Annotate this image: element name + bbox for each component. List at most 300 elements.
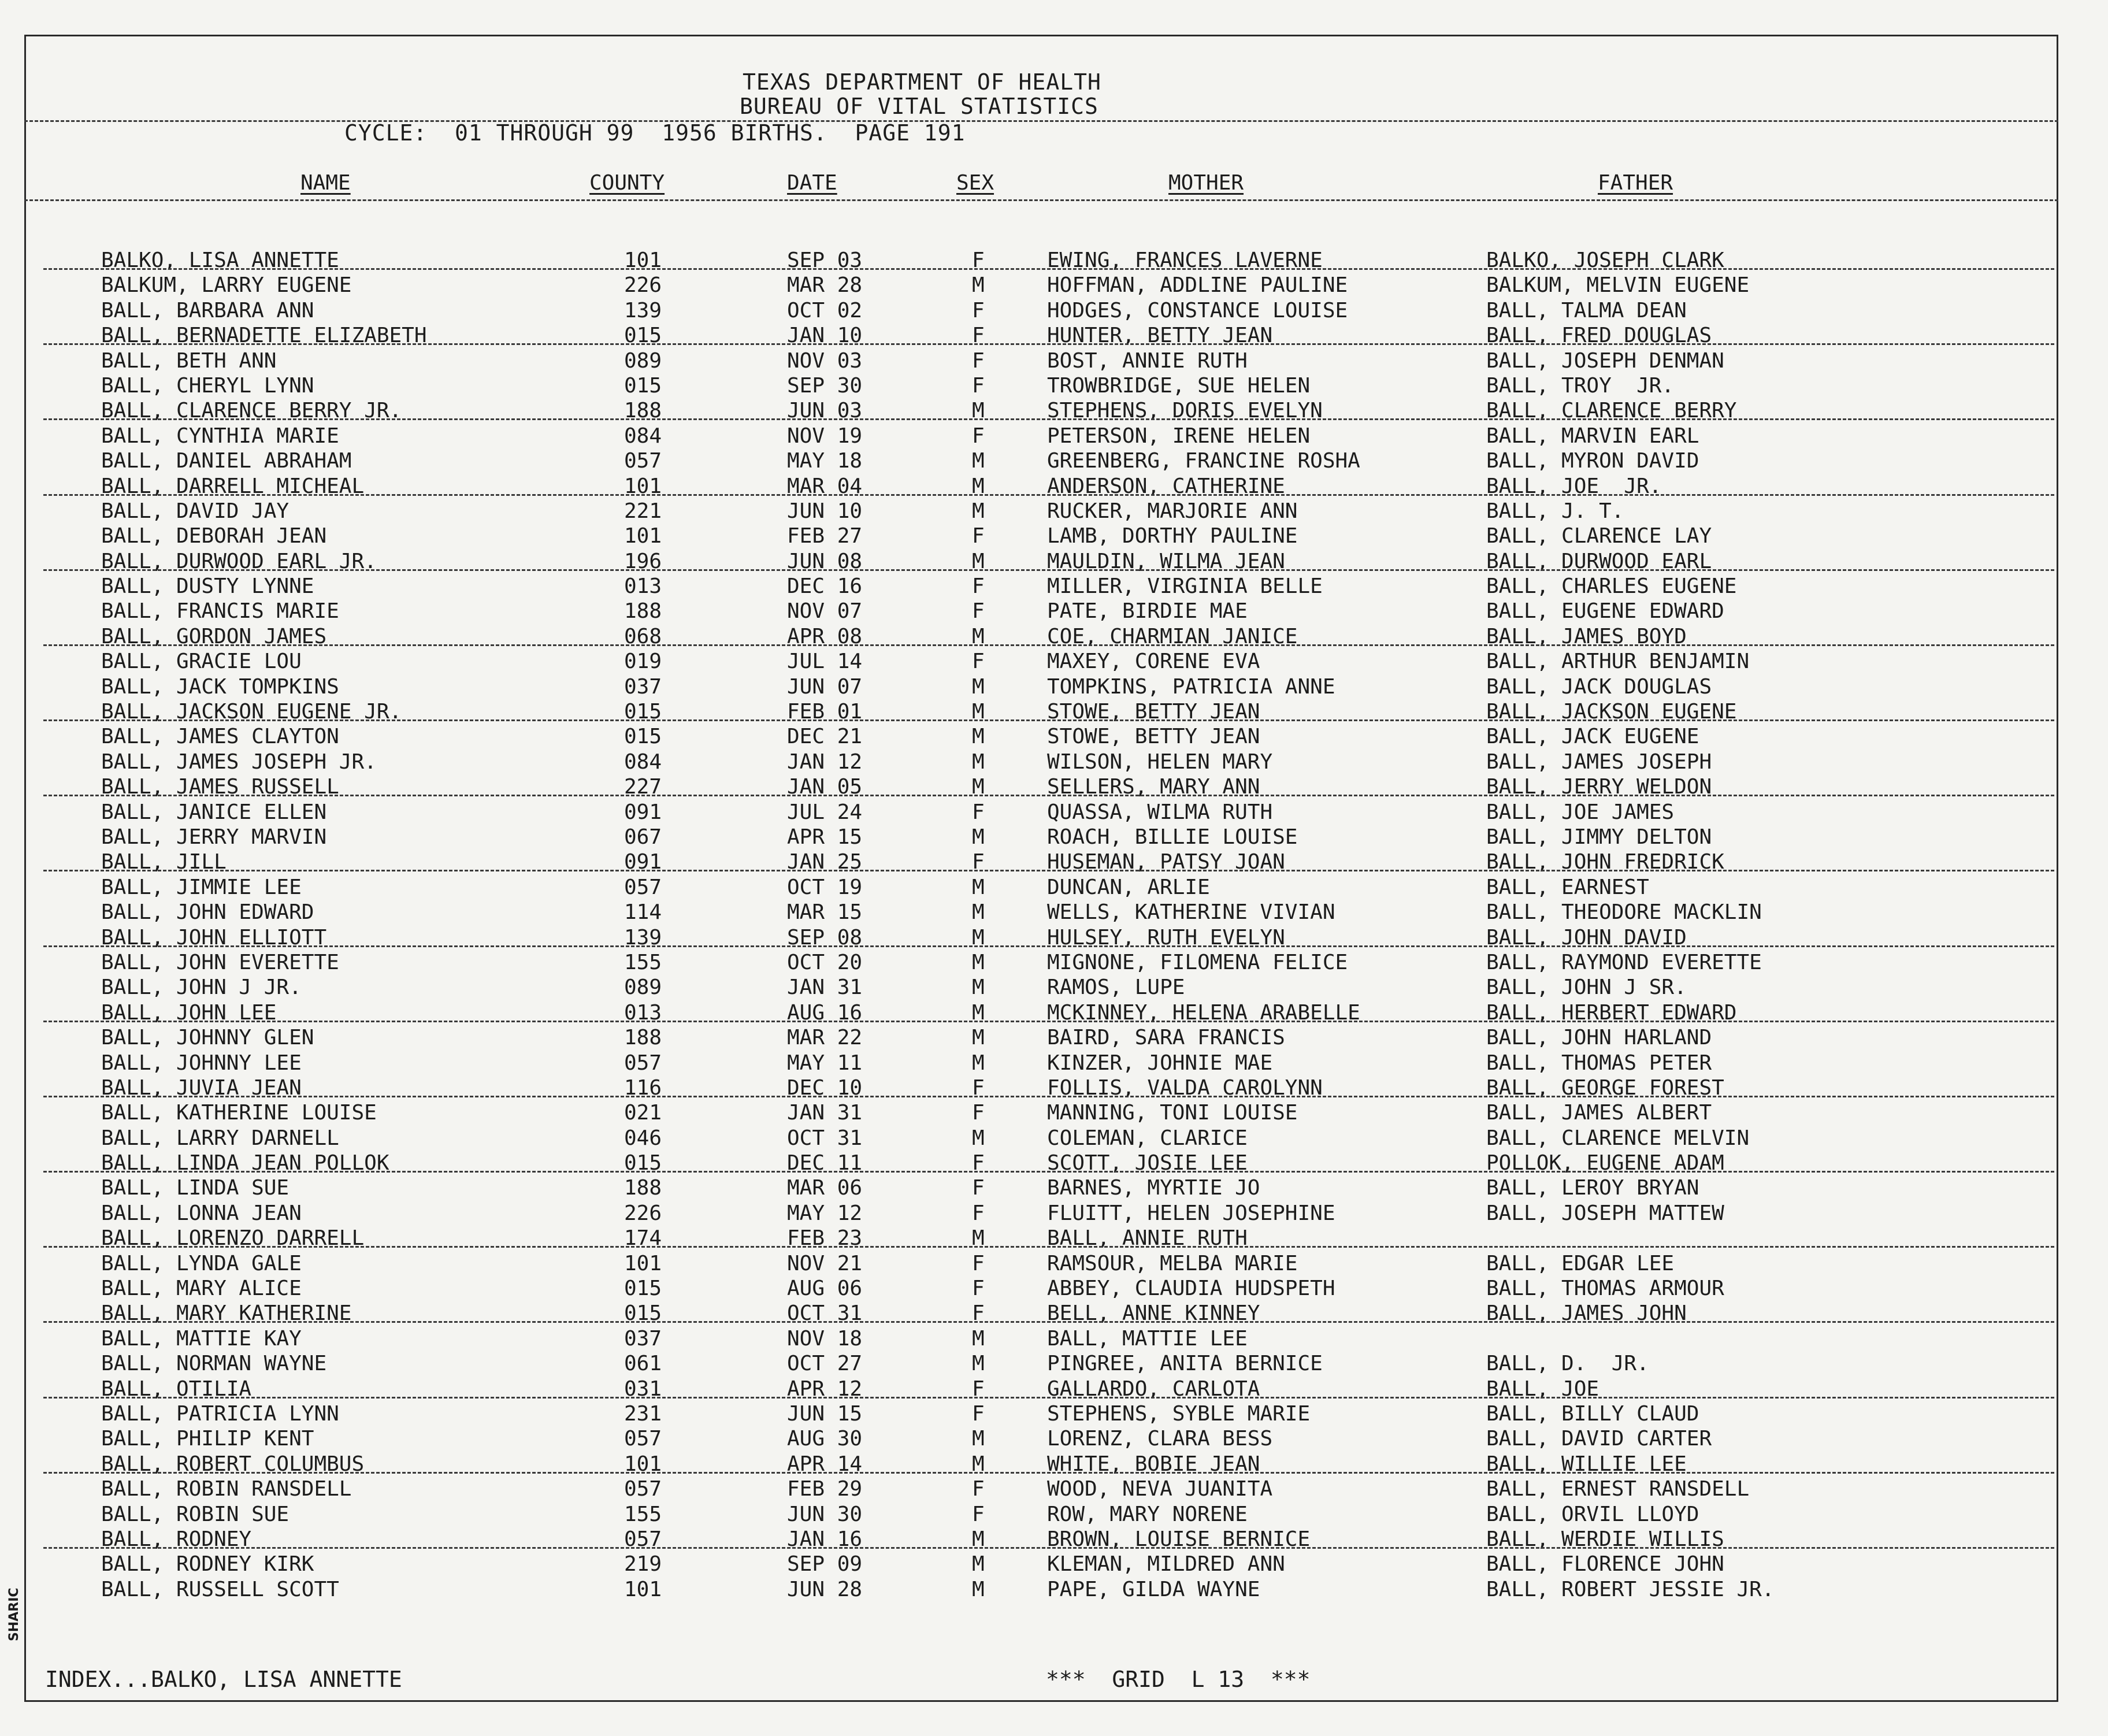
record-county: 089 bbox=[624, 975, 662, 1000]
record-row bbox=[0, 374, 2108, 399]
record-father: BALL, FLORENCE JOHN bbox=[1486, 1552, 1724, 1577]
header-cycle: CYCLE: 01 THROUGH 99 1956 BIRTHS. PAGE 191 bbox=[344, 120, 966, 146]
record-county: 231 bbox=[624, 1401, 662, 1426]
record-father: BALL, WILLIE LEE bbox=[1486, 1452, 1687, 1476]
record-row bbox=[0, 499, 2108, 524]
record-date: SEP 30 bbox=[787, 373, 863, 398]
record-row bbox=[0, 1352, 2108, 1377]
record-sex: F bbox=[972, 373, 985, 398]
record-county: 057 bbox=[624, 1477, 662, 1501]
record-row bbox=[0, 750, 2108, 775]
record-county: 101 bbox=[624, 1577, 662, 1601]
record-name: BALL, LORENZO DARRELL bbox=[101, 1226, 365, 1251]
record-date: OCT 31 bbox=[787, 1301, 863, 1326]
record-row bbox=[0, 1126, 2108, 1151]
record-sex: F bbox=[972, 1502, 985, 1526]
record-mother: MILLER, VIRGINIA BELLE bbox=[1047, 574, 1323, 599]
record-row bbox=[0, 574, 2108, 599]
record-sex: M bbox=[972, 499, 985, 523]
column-header-father: FATHER bbox=[1598, 171, 1673, 195]
record-name: BALL, DUSTY LYNNE bbox=[101, 574, 314, 599]
record-county: 188 bbox=[624, 599, 662, 624]
record-county: 139 bbox=[624, 298, 662, 322]
record-sex: F bbox=[972, 1251, 985, 1275]
column-header-sex: SEX bbox=[956, 171, 994, 195]
records-list bbox=[0, 248, 2108, 1603]
record-mother: SELLERS, MARY ANN bbox=[1047, 775, 1260, 799]
record-sex: F bbox=[972, 1377, 985, 1401]
record-father: BALL, MYRON DAVID bbox=[1486, 449, 1699, 473]
record-mother: FLUITT, HELEN JOSEPHINE bbox=[1047, 1201, 1335, 1225]
record-county: 188 bbox=[624, 399, 662, 423]
record-name: BALL, JAMES CLAYTON bbox=[101, 725, 339, 749]
record-father: BALL, D. JR. bbox=[1486, 1352, 1649, 1376]
record-father: BALL, JOE bbox=[1486, 1377, 1599, 1401]
record-county: 139 bbox=[624, 925, 662, 949]
record-mother: RUCKER, MARJORIE ANN bbox=[1047, 499, 1298, 523]
record-name: BALL, JANICE ELLEN bbox=[101, 800, 327, 824]
record-date: JAN 31 bbox=[787, 975, 863, 1000]
record-mother: BOST, ANNIE RUTH bbox=[1047, 348, 1248, 373]
record-name: BALL, BARBARA ANN bbox=[101, 298, 314, 322]
record-sex: F bbox=[972, 1201, 985, 1225]
record-father: BALL, EARNEST bbox=[1486, 875, 1649, 899]
record-sex: M bbox=[972, 750, 985, 774]
record-name: BALL, LARRY DARNELL bbox=[101, 1126, 339, 1150]
record-county: 091 bbox=[624, 800, 662, 824]
record-mother: ROW, MARY NORENE bbox=[1047, 1502, 1248, 1526]
record-name: BALL, DEBORAH JEAN bbox=[101, 524, 327, 548]
record-father: BALL, DURWOOD EARL bbox=[1486, 549, 1712, 573]
record-row bbox=[0, 1527, 2108, 1552]
record-row bbox=[0, 951, 2108, 975]
record-mother: SCOTT, JOSIE LEE bbox=[1047, 1151, 1248, 1175]
record-father: BALL, JAMES BOYD bbox=[1486, 624, 1687, 648]
record-father: BALL, JAMES JOSEPH bbox=[1486, 750, 1712, 774]
record-row bbox=[0, 1226, 2108, 1251]
record-father: BALL, FRED DOUGLAS bbox=[1486, 324, 1712, 348]
record-sex: F bbox=[972, 1176, 985, 1200]
record-father: POLLOK, EUGENE ADAM bbox=[1486, 1151, 1724, 1175]
record-mother: WOOD, NEVA JUANITA bbox=[1047, 1477, 1273, 1501]
record-name: BALL, BETH ANN bbox=[101, 348, 277, 373]
record-county: 219 bbox=[624, 1552, 662, 1577]
column-header-rule bbox=[24, 199, 2058, 201]
record-mother: BARNES, MYRTIE JO bbox=[1047, 1176, 1260, 1200]
record-mother: MAULDIN, WILMA JEAN bbox=[1047, 549, 1285, 573]
record-county: 089 bbox=[624, 348, 662, 373]
record-row bbox=[0, 1051, 2108, 1076]
record-row bbox=[0, 424, 2108, 449]
record-mother: BALL, ANNIE RUTH bbox=[1047, 1226, 1248, 1251]
record-sex: M bbox=[972, 1051, 985, 1075]
record-sex: F bbox=[972, 248, 985, 272]
record-date: SEP 03 bbox=[787, 248, 863, 272]
record-sex: M bbox=[972, 1226, 985, 1251]
record-sex: F bbox=[972, 650, 985, 674]
record-county: 057 bbox=[624, 1051, 662, 1075]
record-sex: M bbox=[972, 1126, 985, 1150]
record-date: APR 15 bbox=[787, 825, 863, 849]
record-date: APR 08 bbox=[787, 624, 863, 648]
record-mother: PATE, BIRDIE MAE bbox=[1047, 599, 1248, 624]
record-row bbox=[0, 599, 2108, 624]
record-date: JUN 07 bbox=[787, 674, 863, 699]
record-row bbox=[0, 1252, 2108, 1277]
record-name: BALL, PATRICIA LYNN bbox=[101, 1401, 339, 1426]
record-father: BALL, GEORGE FOREST bbox=[1486, 1075, 1724, 1100]
record-name: BALL, CHERYL LYNN bbox=[101, 373, 314, 398]
record-mother: BELL, ANNE KINNEY bbox=[1047, 1301, 1260, 1326]
record-county: 015 bbox=[624, 324, 662, 348]
column-header-county: COUNTY bbox=[589, 171, 665, 195]
record-name: BALL, MATTIE KAY bbox=[101, 1326, 302, 1351]
footer-index: INDEX...BALKO, LISA ANNETTE bbox=[45, 1667, 402, 1692]
record-county: 015 bbox=[624, 700, 662, 724]
record-date: JUN 15 bbox=[787, 1401, 863, 1426]
record-name: BALKUM, LARRY EUGENE bbox=[101, 273, 352, 298]
record-mother: STOWE, BETTY JEAN bbox=[1047, 700, 1260, 724]
record-father: BALL, JIMMY DELTON bbox=[1486, 825, 1712, 849]
record-date: FEB 29 bbox=[787, 1477, 863, 1501]
record-county: 116 bbox=[624, 1075, 662, 1100]
record-father: BALL, ARTHUR BENJAMIN bbox=[1486, 650, 1750, 674]
record-father: BALL, JOHN HARLAND bbox=[1486, 1026, 1712, 1050]
record-row bbox=[0, 775, 2108, 800]
record-county: 061 bbox=[624, 1352, 662, 1376]
header-agency: TEXAS DEPARTMENT OF HEALTH bbox=[743, 69, 1101, 95]
header-bureau: BUREAU OF VITAL STATISTICS bbox=[740, 94, 1098, 119]
record-mother: RAMOS, LUPE bbox=[1047, 975, 1185, 1000]
record-father: BALL, MARVIN EARL bbox=[1486, 424, 1699, 448]
record-row bbox=[0, 1327, 2108, 1352]
record-mother: HUNTER, BETTY JEAN bbox=[1047, 324, 1273, 348]
record-mother: ABBEY, CLAUDIA HUDSPETH bbox=[1047, 1277, 1335, 1301]
record-date: NOV 21 bbox=[787, 1251, 863, 1275]
record-mother: LAMB, DORTHY PAULINE bbox=[1047, 524, 1298, 548]
record-mother: HODGES, CONSTANCE LOUISE bbox=[1047, 298, 1348, 322]
record-date: OCT 27 bbox=[787, 1352, 863, 1376]
record-name: BALL, LINDA SUE bbox=[101, 1176, 290, 1200]
record-date: MAY 12 bbox=[787, 1201, 863, 1225]
record-sex: M bbox=[972, 1000, 985, 1025]
record-sex: F bbox=[972, 1151, 985, 1175]
record-row bbox=[0, 800, 2108, 825]
record-sex: M bbox=[972, 1326, 985, 1351]
record-name: BALL, ROBERT COLUMBUS bbox=[101, 1452, 365, 1476]
record-date: SEP 08 bbox=[787, 925, 863, 949]
record-sex: M bbox=[972, 273, 985, 298]
record-date: JUN 30 bbox=[787, 1502, 863, 1526]
record-row bbox=[0, 1277, 2108, 1301]
record-name: BALL, JERRY MARVIN bbox=[101, 825, 327, 849]
record-name: BALL, JACKSON EUGENE JR. bbox=[101, 700, 402, 724]
record-date: NOV 19 bbox=[787, 424, 863, 448]
record-sex: F bbox=[972, 574, 985, 599]
record-row bbox=[0, 650, 2108, 674]
record-name: BALL, JIMMIE LEE bbox=[101, 875, 302, 899]
record-sex: M bbox=[972, 1026, 985, 1050]
record-name: BALL, DANIEL ABRAHAM bbox=[101, 449, 352, 473]
record-father: BALL, JERRY WELDON bbox=[1486, 775, 1712, 799]
record-row bbox=[0, 675, 2108, 700]
record-sex: F bbox=[972, 1301, 985, 1326]
record-date: JUL 14 bbox=[787, 650, 863, 674]
record-name: BALL, RODNEY bbox=[101, 1527, 252, 1551]
record-date: DEC 11 bbox=[787, 1151, 863, 1175]
record-row bbox=[0, 1001, 2108, 1026]
record-name: BALL, GRACIE LOU bbox=[101, 650, 302, 674]
record-county: 015 bbox=[624, 1301, 662, 1326]
record-date: APR 12 bbox=[787, 1377, 863, 1401]
record-county: 037 bbox=[624, 674, 662, 699]
record-sex: M bbox=[972, 825, 985, 849]
record-mother: TOMPKINS, PATRICIA ANNE bbox=[1047, 674, 1335, 699]
record-father: BALL, JOSEPH DENMAN bbox=[1486, 348, 1724, 373]
record-sex: M bbox=[972, 925, 985, 949]
record-date: OCT 31 bbox=[787, 1126, 863, 1150]
record-father: BALL, JOHN DAVID bbox=[1486, 925, 1687, 949]
record-county: 084 bbox=[624, 424, 662, 448]
record-father: BALL, THOMAS PETER bbox=[1486, 1051, 1712, 1075]
record-mother: KINZER, JOHNIE MAE bbox=[1047, 1051, 1273, 1075]
record-mother: COLEMAN, CLARICE bbox=[1047, 1126, 1248, 1150]
record-county: 101 bbox=[624, 1452, 662, 1476]
record-row bbox=[0, 1151, 2108, 1176]
record-mother: KLEMAN, MILDRED ANN bbox=[1047, 1552, 1285, 1577]
record-mother: BAIRD, SARA FRANCIS bbox=[1047, 1026, 1285, 1050]
record-mother: WILSON, HELEN MARY bbox=[1047, 750, 1273, 774]
record-name: BALL, JOHN ELLIOTT bbox=[101, 925, 327, 949]
record-sex: F bbox=[972, 348, 985, 373]
record-row bbox=[0, 975, 2108, 1000]
record-father: BALL, DAVID CARTER bbox=[1486, 1427, 1712, 1451]
record-name: BALL, ROBIN RANSDELL bbox=[101, 1477, 352, 1501]
record-name: BALL, OTILIA bbox=[101, 1377, 252, 1401]
record-county: 101 bbox=[624, 524, 662, 548]
record-row bbox=[0, 900, 2108, 925]
record-row bbox=[0, 524, 2108, 549]
record-name: BALKO, LISA ANNETTE bbox=[101, 248, 339, 272]
record-sex: M bbox=[972, 549, 985, 573]
record-date: MAR 04 bbox=[787, 474, 863, 498]
record-sex: M bbox=[972, 474, 985, 498]
record-name: BALL, PHILIP KENT bbox=[101, 1427, 314, 1451]
record-date: JAN 05 bbox=[787, 775, 863, 799]
record-county: 019 bbox=[624, 650, 662, 674]
record-father: BALL, JOSEPH MATTEW bbox=[1486, 1201, 1724, 1225]
record-father: BALKUM, MELVIN EUGENE bbox=[1486, 273, 1750, 298]
record-mother: DUNCAN, ARLIE bbox=[1047, 875, 1210, 899]
record-name: BALL, NORMAN WAYNE bbox=[101, 1352, 327, 1376]
record-name: BALL, GORDON JAMES bbox=[101, 624, 327, 648]
record-date: DEC 16 bbox=[787, 574, 863, 599]
record-mother: QUASSA, WILMA RUTH bbox=[1047, 800, 1273, 824]
record-row bbox=[0, 324, 2108, 348]
record-father: BALL, LEROY BRYAN bbox=[1486, 1176, 1699, 1200]
record-county: 057 bbox=[624, 1527, 662, 1551]
record-father: BALL, EDGAR LEE bbox=[1486, 1251, 1675, 1275]
record-mother: WELLS, KATHERINE VIVIAN bbox=[1047, 900, 1335, 925]
record-sex: M bbox=[972, 674, 985, 699]
record-row bbox=[0, 474, 2108, 499]
record-date: DEC 10 bbox=[787, 1075, 863, 1100]
record-row bbox=[0, 1402, 2108, 1427]
record-mother: PINGREE, ANITA BERNICE bbox=[1047, 1352, 1323, 1376]
record-sex: M bbox=[972, 900, 985, 925]
record-date: OCT 02 bbox=[787, 298, 863, 322]
record-county: 155 bbox=[624, 950, 662, 974]
record-county: 013 bbox=[624, 1000, 662, 1025]
record-date: MAR 28 bbox=[787, 273, 863, 298]
record-row bbox=[0, 1076, 2108, 1101]
record-name: BALL, ROBIN SUE bbox=[101, 1502, 290, 1526]
record-mother: BROWN, LOUISE BERNICE bbox=[1047, 1527, 1311, 1551]
record-name: BALL, RODNEY KIRK bbox=[101, 1552, 314, 1577]
record-name: BALL, JOHN J JR. bbox=[101, 975, 302, 1000]
record-date: JAN 31 bbox=[787, 1101, 863, 1125]
record-father: BALL, ORVIL LLOYD bbox=[1486, 1502, 1699, 1526]
record-mother: STEPHENS, SYBLE MARIE bbox=[1047, 1401, 1311, 1426]
record-mother: MIGNONE, FILOMENA FELICE bbox=[1047, 950, 1348, 974]
record-mother: MANNING, TONI LOUISE bbox=[1047, 1101, 1298, 1125]
record-county: 226 bbox=[624, 273, 662, 298]
record-mother: STOWE, BETTY JEAN bbox=[1047, 725, 1260, 749]
record-name: BALL, JOHN EVERETTE bbox=[101, 950, 339, 974]
record-father: BALL, JAMES JOHN bbox=[1486, 1301, 1687, 1326]
record-father: BALL, CLARENCE LAY bbox=[1486, 524, 1712, 548]
record-county: 057 bbox=[624, 875, 662, 899]
record-name: BALL, JOHNNY GLEN bbox=[101, 1026, 314, 1050]
record-sex: M bbox=[972, 1452, 985, 1476]
record-row bbox=[0, 926, 2108, 951]
record-date: MAR 06 bbox=[787, 1176, 863, 1200]
record-sex: M bbox=[972, 875, 985, 899]
record-mother: EWING, FRANCES LAVERNE bbox=[1047, 248, 1323, 272]
record-row bbox=[0, 1101, 2108, 1126]
record-mother: COE, CHARMIAN JANICE bbox=[1047, 624, 1298, 648]
record-county: 188 bbox=[624, 1176, 662, 1200]
record-name: BALL, MARY ALICE bbox=[101, 1277, 302, 1301]
record-sex: F bbox=[972, 800, 985, 824]
record-county: 068 bbox=[624, 624, 662, 648]
record-sex: F bbox=[972, 324, 985, 348]
record-row bbox=[0, 273, 2108, 298]
record-father: BALL, EUGENE EDWARD bbox=[1486, 599, 1724, 624]
record-county: 015 bbox=[624, 725, 662, 749]
record-date: AUG 06 bbox=[787, 1277, 863, 1301]
record-father: BALL, JOE JR. bbox=[1486, 474, 1662, 498]
record-mother: RAMSOUR, MELBA MARIE bbox=[1047, 1251, 1298, 1275]
record-father: BALL, TALMA DEAN bbox=[1486, 298, 1687, 322]
record-county: 015 bbox=[624, 1151, 662, 1175]
record-date: APR 14 bbox=[787, 1452, 863, 1476]
column-header-mother: MOTHER bbox=[1168, 171, 1244, 195]
record-county: 057 bbox=[624, 1427, 662, 1451]
record-county: 091 bbox=[624, 850, 662, 874]
record-date: JUN 08 bbox=[787, 549, 863, 573]
record-county: 101 bbox=[624, 248, 662, 272]
record-date: JUN 10 bbox=[787, 499, 863, 523]
record-father: BALL, JACK DOUGLAS bbox=[1486, 674, 1712, 699]
record-mother: PETERSON, IRENE HELEN bbox=[1047, 424, 1311, 448]
record-county: 227 bbox=[624, 775, 662, 799]
record-father: BALKO, JOSEPH CLARK bbox=[1486, 248, 1724, 272]
column-header-name: NAME bbox=[300, 171, 351, 195]
record-county: 114 bbox=[624, 900, 662, 925]
record-row bbox=[0, 248, 2108, 273]
record-name: BALL, RUSSELL SCOTT bbox=[101, 1577, 339, 1601]
record-row bbox=[0, 1026, 2108, 1051]
record-county: 031 bbox=[624, 1377, 662, 1401]
record-name: BALL, JACK TOMPKINS bbox=[101, 674, 339, 699]
record-row bbox=[0, 625, 2108, 650]
record-name: BALL, JOHN LEE bbox=[101, 1000, 277, 1025]
record-father: BALL, JOE JAMES bbox=[1486, 800, 1675, 824]
record-name: BALL, DURWOOD EARL JR. bbox=[101, 549, 377, 573]
record-row bbox=[0, 1578, 2108, 1603]
record-father: BALL, BILLY CLAUD bbox=[1486, 1401, 1699, 1426]
record-name: BALL, JILL bbox=[101, 850, 227, 874]
footer-grid: *** GRID L 13 *** bbox=[1046, 1667, 1311, 1692]
record-date: MAR 15 bbox=[787, 900, 863, 925]
record-county: 037 bbox=[624, 1326, 662, 1351]
record-row bbox=[0, 700, 2108, 725]
record-county: 101 bbox=[624, 474, 662, 498]
record-father: BALL, JACKSON EUGENE bbox=[1486, 700, 1737, 724]
record-sex: F bbox=[972, 599, 985, 624]
record-date: JAN 25 bbox=[787, 850, 863, 874]
record-row bbox=[0, 1552, 2108, 1577]
record-date: NOV 18 bbox=[787, 1326, 863, 1351]
record-sex: F bbox=[972, 1101, 985, 1125]
record-sex: M bbox=[972, 1577, 985, 1601]
record-sex: F bbox=[972, 850, 985, 874]
record-date: JAN 12 bbox=[787, 750, 863, 774]
record-father: BALL, WERDIE WILLIS bbox=[1486, 1527, 1724, 1551]
record-date: NOV 07 bbox=[787, 599, 863, 624]
record-name: BALL, LONNA JEAN bbox=[101, 1201, 302, 1225]
record-sex: M bbox=[972, 975, 985, 1000]
record-mother: FOLLIS, VALDA CAROLYNN bbox=[1047, 1075, 1323, 1100]
record-father: BALL, J. T. bbox=[1486, 499, 1624, 523]
record-date: JAN 10 bbox=[787, 324, 863, 348]
side-stamp: SHARIC bbox=[7, 1587, 21, 1641]
record-name: BALL, KATHERINE LOUISE bbox=[101, 1101, 377, 1125]
record-name: BALL, BERNADETTE ELIZABETH bbox=[101, 324, 427, 348]
record-sex: M bbox=[972, 1352, 985, 1376]
record-row bbox=[0, 1201, 2108, 1226]
record-row bbox=[0, 1176, 2108, 1201]
record-mother: LORENZ, CLARA BESS bbox=[1047, 1427, 1273, 1451]
header-rule-top bbox=[24, 120, 2058, 122]
record-date: MAY 11 bbox=[787, 1051, 863, 1075]
record-date: NOV 03 bbox=[787, 348, 863, 373]
record-date: JUN 28 bbox=[787, 1577, 863, 1601]
record-mother: ROACH, BILLIE LOUISE bbox=[1047, 825, 1298, 849]
record-sex: M bbox=[972, 1427, 985, 1451]
record-date: MAR 22 bbox=[787, 1026, 863, 1050]
record-father: BALL, JAMES ALBERT bbox=[1486, 1101, 1712, 1125]
record-sex: M bbox=[972, 725, 985, 749]
record-county: 057 bbox=[624, 449, 662, 473]
record-name: BALL, LYNDA GALE bbox=[101, 1251, 302, 1275]
column-header-date: DATE bbox=[787, 171, 837, 195]
record-sex: F bbox=[972, 1477, 985, 1501]
record-row bbox=[0, 1427, 2108, 1452]
record-father: BALL, THOMAS ARMOUR bbox=[1486, 1277, 1724, 1301]
record-date: FEB 23 bbox=[787, 1226, 863, 1251]
